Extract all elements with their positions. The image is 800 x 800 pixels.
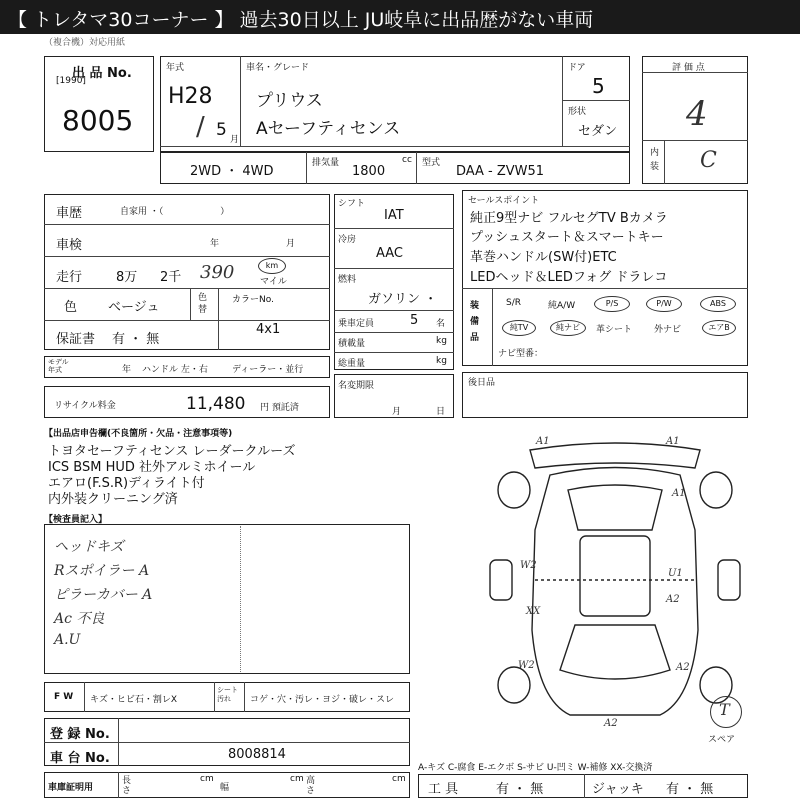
displacement-value: 1800: [352, 164, 386, 179]
equip-pw: P/W: [646, 296, 682, 312]
shape-value: セダン: [578, 124, 618, 139]
drive-value: 2WD ・ 4WD: [190, 164, 274, 179]
year-slash: /: [196, 112, 205, 142]
jack-label: ジャッキ: [592, 782, 644, 797]
lot-sub: [1990]: [56, 76, 86, 86]
color-change-label: 色替: [198, 293, 208, 315]
inspection-label: 車検: [56, 238, 83, 253]
recycle-value: 11,480: [186, 394, 246, 414]
jack-value: 有 ・ 無: [666, 782, 714, 797]
type-label: 型式: [422, 158, 441, 168]
equip-aw: 純A/W: [548, 301, 576, 311]
cert-cm-3: cm: [392, 774, 406, 784]
car-roof: [580, 536, 650, 616]
car-wheel-rr: [700, 472, 732, 508]
sales-label: セールスポイント: [468, 196, 540, 206]
load-label: 積載量: [338, 339, 366, 349]
recycle-label: リサイクル料金: [54, 401, 116, 411]
parts-box: [462, 372, 748, 418]
equipment-navi: ナビ型番：: [498, 349, 544, 359]
parts-label: 後日品: [468, 378, 496, 388]
history-value: 自家用 ・（ ）: [120, 207, 230, 217]
score-label: 評 価 点: [672, 63, 705, 73]
mileage-hand: 390: [200, 262, 235, 283]
doors-value: 5: [592, 74, 605, 98]
gross-label: 総重量: [338, 359, 366, 369]
car-diagram: [480, 430, 750, 730]
mark-9: A2: [676, 662, 690, 673]
capacity-label: 乗車定員: [338, 319, 375, 329]
ac-value: AAC: [376, 246, 403, 261]
fw-value: キズ・ヒビ石・割レX: [90, 695, 177, 705]
chassis-label: 車 台 No.: [50, 751, 110, 766]
inspector-line-5: A.U: [54, 632, 81, 648]
fuel-label: 燃料: [338, 275, 357, 285]
rename-day: 日: [436, 407, 446, 417]
cert-label: 車庫証明用: [48, 783, 94, 793]
cert-width: 幅: [220, 783, 230, 793]
color-value: ベージュ: [108, 300, 160, 315]
mark-6: XX: [526, 606, 541, 617]
mileage-man: 8万: [116, 270, 138, 285]
fw-seat-label: シート汚れ: [217, 686, 238, 703]
cert-length: 長さ: [122, 776, 132, 796]
score-value: 4: [686, 94, 708, 134]
fuel-value: ガソリン ・: [368, 292, 438, 307]
mark-8: W2: [518, 660, 535, 671]
banner-text: 【 トレタマ30コーナー 】 過去30日以上 JU岐阜に出品歴がない車両: [8, 9, 594, 31]
equip-abs: ABS: [700, 296, 736, 312]
detail-box: [44, 194, 330, 350]
inspection-month: 月: [286, 239, 296, 249]
model-year-label: モデル年式: [48, 358, 69, 374]
mileage-sen: 2千: [160, 270, 182, 285]
remarks-line-2: ICS BSM HUD 社外アルミホイール: [48, 460, 256, 475]
tools-value: 有 ・ 無: [496, 782, 544, 797]
sales-line-1: 純正9型ナビ フルセグTV Bカメラ: [470, 211, 668, 226]
equip-navi: 純ナビ: [550, 320, 586, 336]
car-body: [532, 468, 698, 716]
equipment-row-2: [494, 318, 746, 338]
tools-label: 工 具: [428, 782, 459, 797]
capacity-value: 5: [410, 313, 419, 328]
mark-2: A1: [666, 436, 680, 447]
top-note: （複合機）対応用紙: [44, 38, 126, 48]
sales-line-2: プッシュスタート＆スマートキー: [470, 230, 664, 245]
interior-label: 内装: [650, 148, 660, 172]
displacement-label: 排気量: [312, 158, 340, 168]
capacity-unit: 名: [436, 319, 446, 329]
chassis-value: 8008814: [228, 747, 286, 762]
mark-7: A2: [666, 594, 680, 605]
name-model: プリウス: [256, 91, 323, 111]
car-wheel-fl: [498, 667, 530, 703]
car-wheel-rl: [498, 472, 530, 508]
remarks-line-1: トヨタセーフティセンス レーダークルーズ: [48, 444, 296, 459]
equip-sr: S/R: [506, 298, 521, 308]
remarks-line-4: 内外装クリーニング済: [48, 492, 178, 507]
rename-label: 名変期限: [338, 381, 375, 391]
gross-unit: kg: [436, 356, 447, 366]
ac-label: 冷房: [338, 235, 357, 245]
inspector-line-4: Ac 不良: [54, 611, 105, 627]
sales-line-4: LEDヘッド＆LEDフォグ ドラレコ: [470, 270, 668, 285]
model-year-dealer: ディーラー・並行: [232, 365, 304, 375]
cert-height: 高さ: [306, 776, 316, 796]
equip-ps: P/S: [594, 296, 630, 312]
lot-label: 出 品 No.: [72, 66, 132, 81]
mileage-label: 走行: [56, 270, 83, 285]
cert-cm-1: cm: [200, 774, 214, 784]
equip-tv: 純TV: [502, 320, 536, 336]
shape-label: 形状: [568, 107, 587, 117]
registration-label: 登 録 No.: [50, 727, 110, 742]
remarks-line-3: エアロ(F.S.R)ディライト付: [48, 476, 205, 491]
interior-value: C: [700, 148, 717, 173]
shift-label: シフト: [338, 199, 366, 209]
model-year-handle: ハンドル 左・右: [142, 365, 208, 375]
legend: A-キズ C-腐食 E-エクボ S-サビ U-凹ミ W-補修 XX-交換済: [418, 763, 653, 773]
rename-month: 月: [392, 407, 402, 417]
shift-value: IAT: [384, 208, 404, 223]
warranty-value: 有 ・ 無: [112, 332, 160, 347]
car-windshield: [560, 625, 670, 679]
inspector-line-1: ヘッドキズ: [54, 539, 124, 555]
spare-label: スペア: [708, 735, 736, 745]
inspection-year: 年: [210, 239, 220, 249]
equipment-row-1: [494, 294, 746, 314]
mileage-km: km: [258, 258, 286, 274]
inspector-line-2: Rスポイラー A: [54, 563, 150, 579]
displacement-unit: cc: [402, 155, 412, 165]
name-grade: Aセーフティセンス: [256, 119, 401, 139]
lot-number: 8005: [62, 104, 134, 137]
mileage-mile: マイル: [260, 277, 287, 287]
year-label: 年式: [166, 63, 185, 73]
mark-5: U1: [668, 568, 683, 579]
year-era: H28: [168, 84, 213, 109]
fw-label: F W: [54, 692, 74, 702]
doors-label: ドア: [568, 63, 586, 73]
car-mirror-r: [718, 560, 740, 600]
remarks-title: 【出品店申告欄(不良箇所・欠品・注意事項等): [44, 429, 233, 439]
mark-3: A1: [672, 488, 686, 499]
warranty-label: 保証書: [56, 332, 96, 347]
equip-extnavi: 外ナビ: [654, 325, 682, 335]
equipment-label: 装備品: [470, 301, 480, 343]
mark-1: A1: [536, 436, 550, 447]
mark-4: W2: [520, 560, 537, 571]
name-label: 車名・グレード: [246, 63, 310, 73]
history-label: 車歴: [56, 206, 83, 221]
model-year-unit: 年: [122, 365, 132, 375]
recycle-unit: 円 預託済: [260, 403, 299, 413]
inspector-line-3: ピラーカバー A: [54, 587, 153, 603]
inspector-title: 【検査員記入】: [44, 515, 108, 525]
mark-10: A2: [604, 718, 618, 729]
equip-leather: 革シート: [596, 325, 633, 335]
car-rear-glass: [568, 485, 662, 530]
equip-airbag: エアB: [702, 320, 736, 336]
color-code: 4x1: [256, 322, 281, 337]
type-value: DAA - ZVW51: [456, 164, 545, 179]
year-month-unit: 月: [230, 135, 240, 145]
load-unit: kg: [436, 336, 447, 346]
color-label: 色: [64, 300, 78, 315]
spare-mark: T: [719, 700, 730, 719]
cert-cm-2: cm: [290, 774, 304, 784]
sales-line-3: 革巻ハンドル(SW付)ETC: [470, 250, 617, 265]
color-code-label: カラーNo.: [232, 295, 274, 305]
year-month: 5: [216, 120, 227, 140]
fw-seat-value: コゲ・穴・汚レ・ヨジ・破レ・スレ: [250, 695, 395, 705]
car-mirror-l: [490, 560, 512, 600]
